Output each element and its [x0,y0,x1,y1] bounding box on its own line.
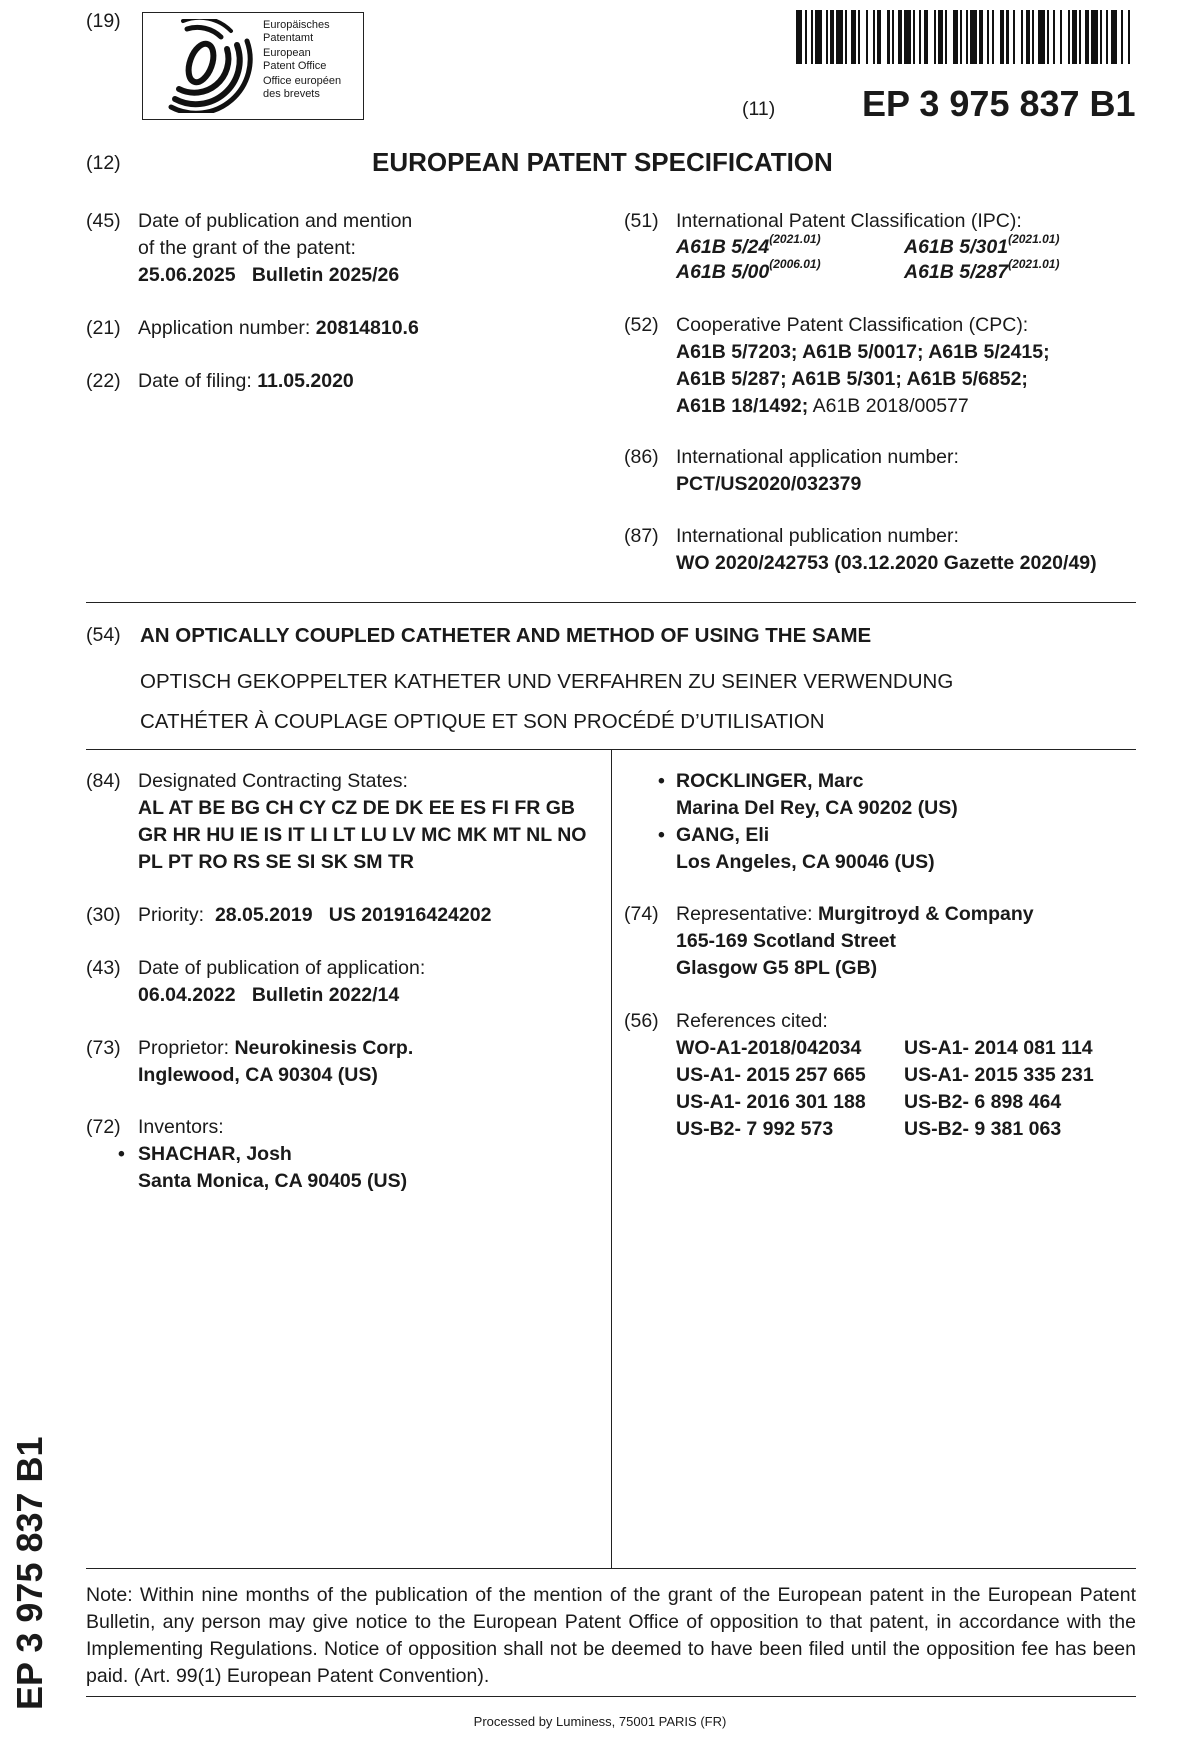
international-application [676,444,1136,498]
code-30: (30) [86,904,121,926]
code-86: (86) [624,446,659,468]
representative-name: Murgitroyd & Company [818,903,1034,925]
cpc-line: A61B 5/7203; A61B 5/0017; A61B 5/2415; [676,341,1050,363]
proprietor-label: Proprietor: [138,1037,230,1059]
code-22: (22) [86,370,121,392]
logo-line: Patent Office [263,59,327,72]
states-line: GR HR HU IE IS IT LI LT LU LV MC MK MT NL NO [138,824,587,846]
divider [86,602,1136,603]
proprietor [138,1035,608,1089]
ipc-item: A61B $5/00^{(2006.01)}$ [676,257,821,283]
cpc-line: A61B 18/1492; A61B 2018/00577 [676,395,969,417]
application-label: Application number: [138,317,311,339]
proprietor-name: Neurokinesis Corp. [234,1037,414,1059]
code-73: (73) [86,1037,121,1059]
grant-publication [138,208,578,289]
logo-line: Europäisches [263,19,330,31]
intl-app-label: International application number: [676,446,959,468]
divider [86,1568,1136,1569]
inventor-name: GANG, Eli [676,824,770,846]
reference-item: US-B2- 9 381 063 [904,1118,1062,1140]
ipc-item: A61B $5/301^{(2021.01)}$ [904,232,1060,258]
filing-date [138,368,354,395]
priority-label: Priority: [138,904,205,926]
code-51: (51) [624,210,659,232]
intl-app-value: PCT/US2020/032379 [676,473,862,495]
title-english: AN OPTICALLY COUPLED CATHETER AND METHOD OF USING THE SAME [140,624,872,647]
priority [138,902,491,929]
opposition-note: Note: Within nine months of the publication of the mention of the grant of the European patent in the European Patent Bulletin, any person may give notice to the European Patent Office of opposition to that patent, in accordance with the Implementing Regulations. Notice of opposition shall not be deemed to have been filed until the opposition fee has been paid. (Art. 99(1) European Patent Convention). [86,1584,1136,1687]
epo-logo [142,12,364,120]
code-11: (11) [742,98,776,120]
barcode [796,10,1132,64]
representative-label: Representative: [676,903,813,925]
code-56: (56) [624,1010,659,1032]
ipc-label: International Patent Classification (IPC): [676,210,1022,232]
references-cited [676,1008,1146,1143]
bullet-icon: • [658,824,665,846]
code-43: (43) [86,957,121,979]
divider [86,1696,1136,1697]
reference-item: US-A1- 2015 335 231 [904,1064,1094,1086]
grant-value: 25.06.2025 Bulletin 2025/26 [138,264,400,286]
document-type: EUROPEAN PATENT SPECIFICATION [372,147,833,177]
inventor-name: ROCKLINGER, Marc [676,770,864,792]
states-line: AL AT BE BG CH CY CZ DE DK EE ES FI FR GB [138,797,575,819]
logo-line: European [263,47,311,59]
footer-processed-by: Processed by Luminess, 75001 PARIS (FR) [473,1714,727,1729]
application-value: 20814810.6 [315,317,419,339]
priority-value: 28.05.2019 US 201916424202 [214,904,492,926]
references-label: References cited: [676,1010,828,1032]
column-divider [611,749,612,1569]
reference-item: US-B2- 7 992 573 [676,1118,834,1140]
application-number [138,315,419,342]
inventors-label: Inventors: [138,1116,224,1138]
app-pub-label: Date of publication of application: [138,957,426,979]
application-publication [138,955,608,1009]
inventor-address: Santa Monica, CA 90405 (US) [138,1170,408,1192]
code-19: (19) [86,10,121,32]
code-74: (74) [624,903,659,925]
cpc-classification [676,312,1136,420]
representative [676,901,1136,982]
side-document-number: EP 3 975 837 B1 [9,1436,50,1710]
ipc-classification [676,208,1136,285]
inventor-name: SHACHAR, Josh [138,1143,292,1165]
title-french: CATHÉTER À COUPLAGE OPTIQUE ET SON PROCÉDÉ D’UTILISATION [140,710,825,733]
bullet-icon: • [658,770,665,792]
app-pub-value: 06.04.2022 Bulletin 2022/14 [138,984,400,1006]
grant-label: Date of publication and mention [138,210,413,232]
intl-pub-label: International publication number: [676,525,959,547]
logo-line: Office européen [263,75,342,87]
representative-address: Glasgow G5 8PL (GB) [676,957,878,979]
ipc-item: A61B $5/287^{(2021.01)}$ [904,257,1060,283]
logo-line: Patentamt [263,31,314,44]
grant-label: of the grant of the patent: [138,237,356,259]
representative-address: 165-169 Scotland Street [676,930,897,952]
code-12: (12) [86,152,121,174]
invention-title [140,622,1140,742]
designated-states [138,768,608,876]
inventor-entry [676,822,1136,876]
title-german: OPTISCH GEKOPPELTER KATHETER UND VERFAHREN ZU SEINER VERWENDUNG [140,670,954,693]
code-54: (54) [86,624,121,646]
epo-logo-icon [157,19,257,113]
filing-label: Date of filing: [138,370,252,392]
reference-item: US-B2- 6 898 464 [904,1091,1062,1113]
states-line: PL PT RO RS SE SI SK SM TR [138,851,414,873]
states-label: Designated Contracting States: [138,770,408,792]
inventor-entry [676,768,1136,822]
reference-item: US-A1- 2014 081 114 [904,1037,1093,1059]
code-84: (84) [86,770,121,792]
code-45: (45) [86,210,121,232]
inventors [138,1114,608,1195]
filing-value: 11.05.2020 [257,370,354,392]
reference-item: WO-A1-2018/042034 [676,1037,862,1059]
code-21: (21) [86,317,121,339]
proprietor-address: Inglewood, CA 90304 (US) [138,1064,378,1086]
international-publication [676,523,1146,577]
reference-item: US-A1- 2016 301 188 [676,1091,866,1113]
code-72: (72) [86,1116,121,1138]
epo-logo-text [263,19,341,100]
cpc-label: Cooperative Patent Classification (CPC): [676,314,1029,336]
ipc-item: A61B $5/24^{(2021.01)}$ [676,232,821,258]
barcode-bar [1130,10,1132,64]
code-52: (52) [624,314,659,336]
intl-pub-value: WO 2020/242753 (03.12.2020 Gazette 2020/49) [676,552,1097,574]
bullet-icon: • [118,1143,125,1165]
cpc-line: A61B 5/287; A61B 5/301; A61B 5/6852; [676,368,1028,390]
logo-line: des brevets [263,87,320,100]
document-number: EP 3 975 837 B1 [862,83,1136,124]
inventor-address: Los Angeles, CA 90046 (US) [676,851,935,873]
inventor-address: Marina Del Rey, CA 90202 (US) [676,797,958,819]
code-87: (87) [624,525,659,547]
reference-item: US-A1- 2015 257 665 [676,1064,866,1086]
